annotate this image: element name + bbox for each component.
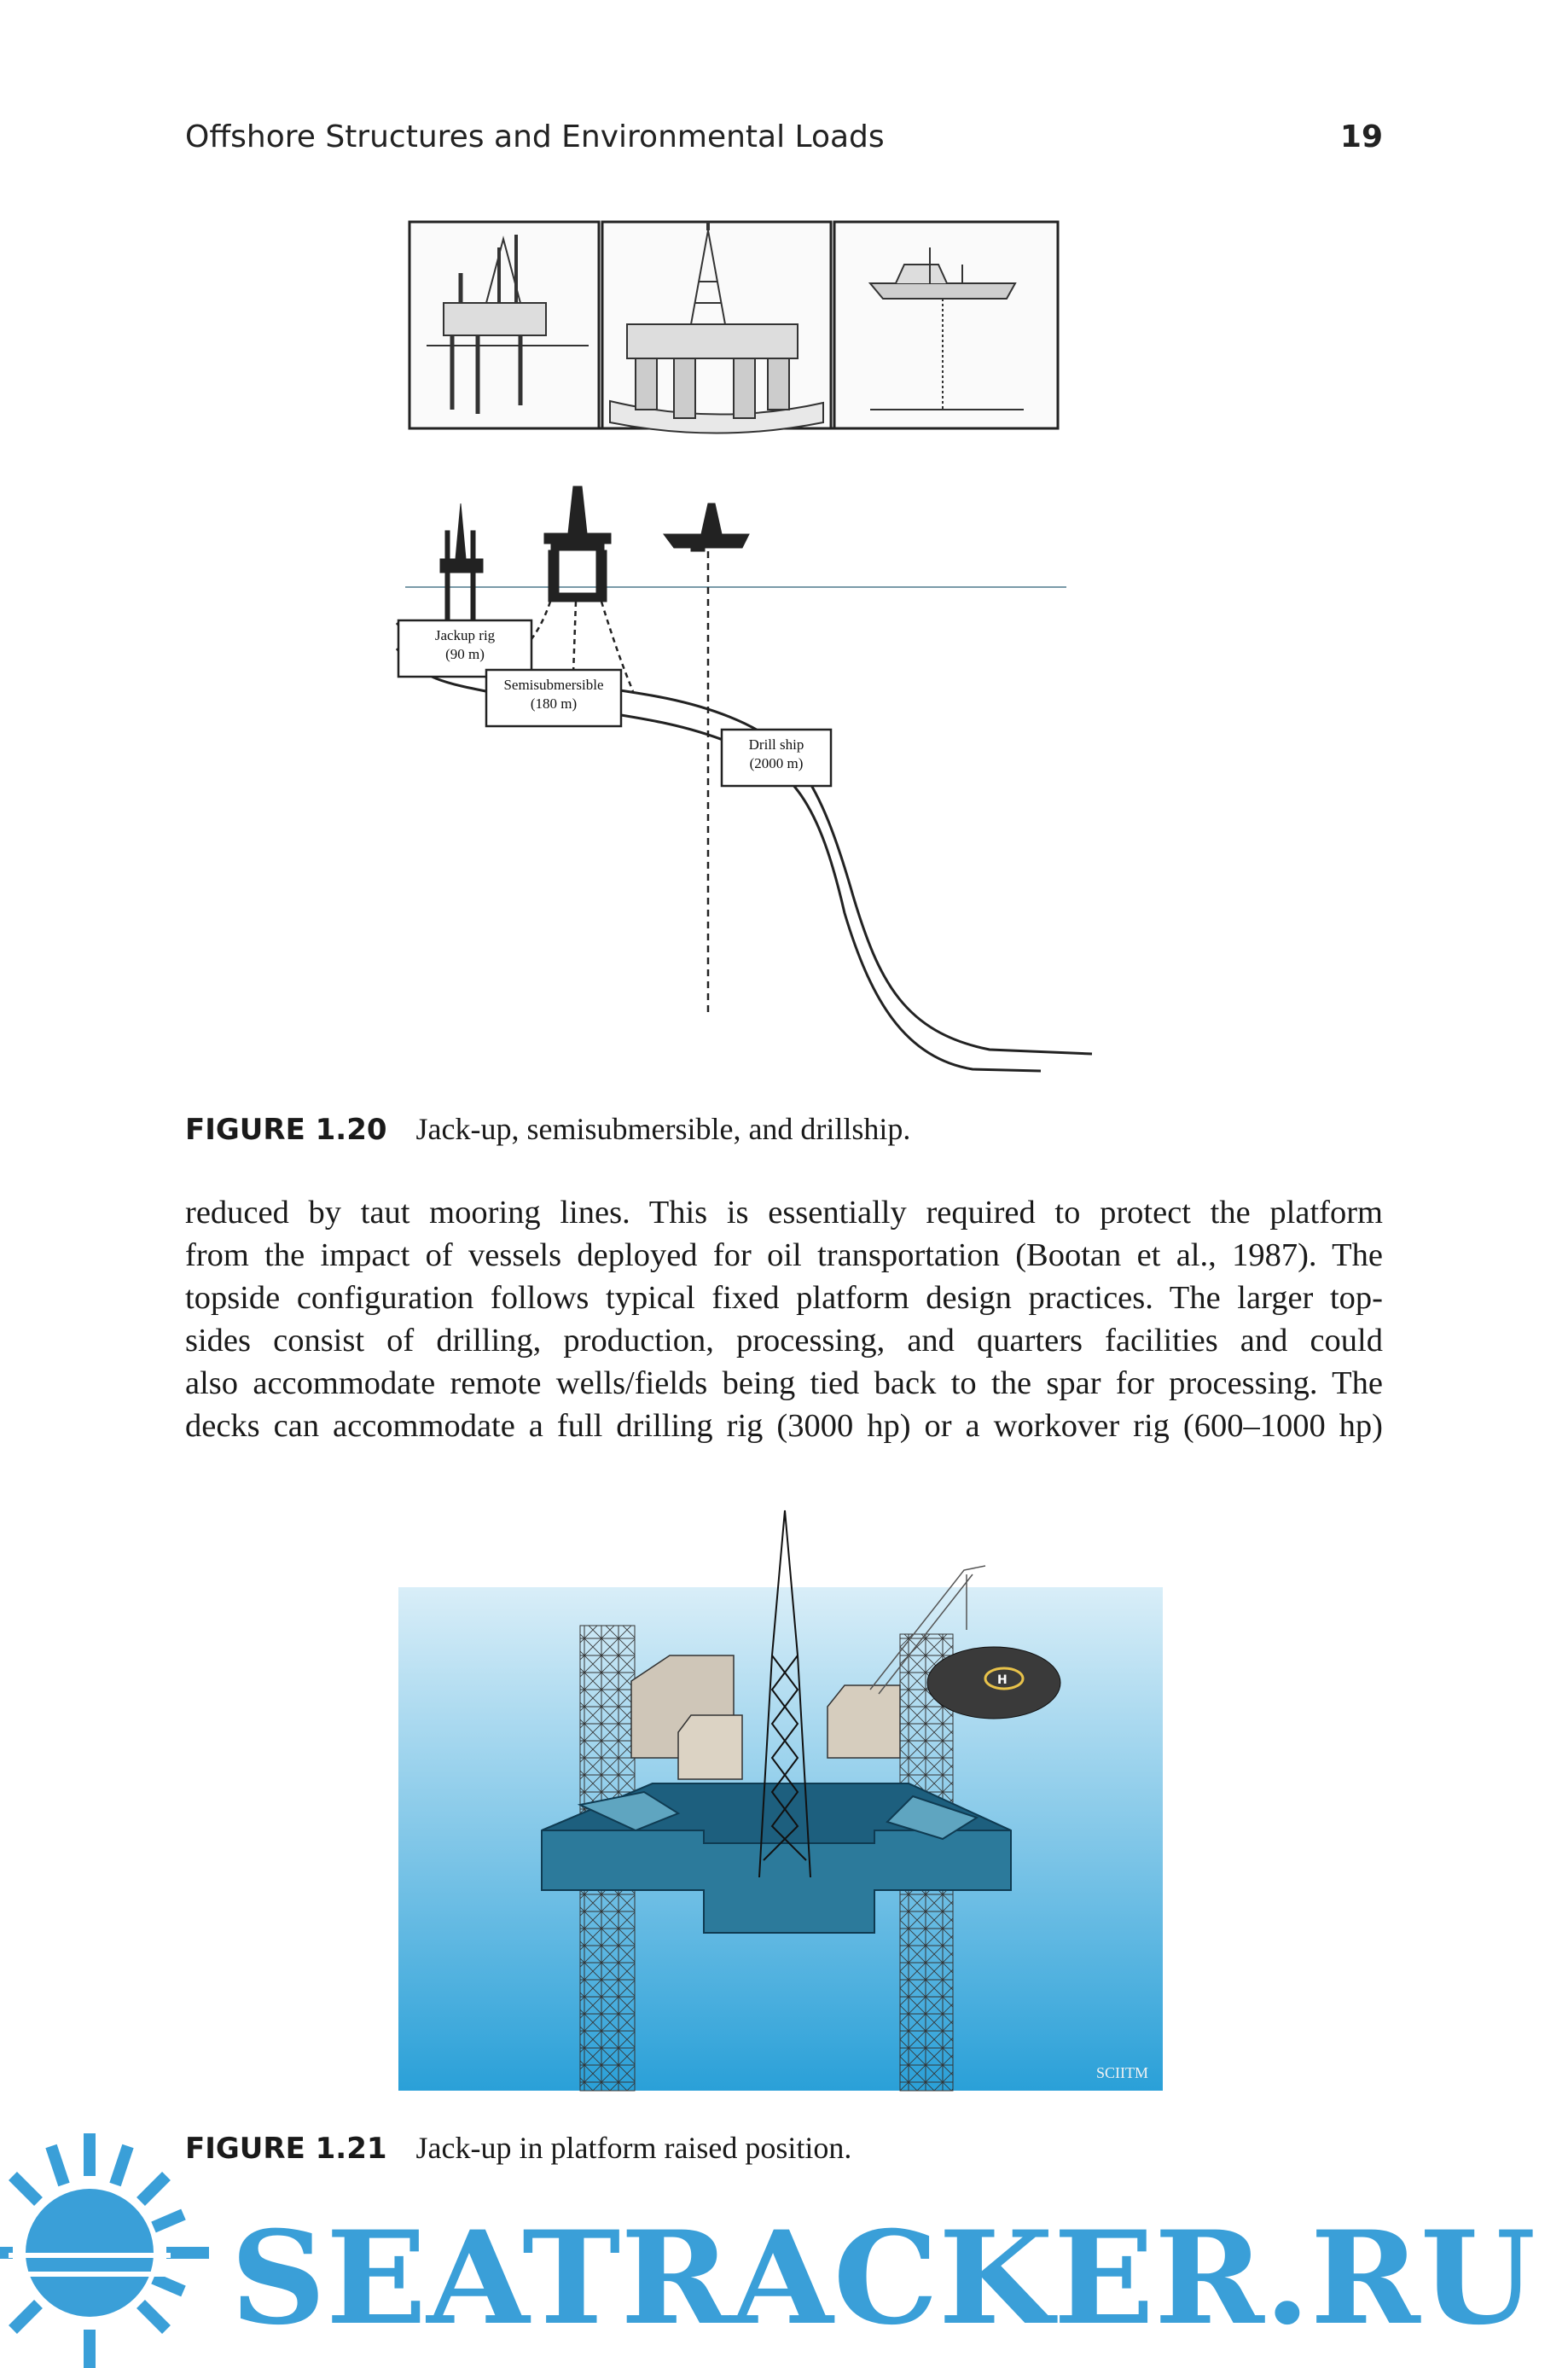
helipad — [927, 1647, 1060, 1719]
body-line: from the impact of vessels deployed for oil transportation (Bootan et al., 1987). The — [185, 1237, 1383, 1273]
drill-label-1: Drill ship — [748, 736, 804, 753]
figure-1-20 — [392, 213, 1177, 1092]
figure-1-21 — [397, 1502, 1164, 2099]
body-line: sides consist of drilling, production, processing, and quarters facilities and could — [185, 1323, 1383, 1359]
watermark — [0, 2125, 1568, 2368]
semi-label-1: Semisubmersible — [503, 677, 604, 693]
figure-1-20-label: FIGURE 1.20 — [185, 1113, 387, 1147]
watermark-text: SEATRACKER.RU — [230, 2203, 1536, 2353]
page-number: 19 — [1339, 119, 1383, 154]
running-head — [185, 119, 1383, 162]
figure-1-21-text: Jack-up in platform raised position. — [415, 2131, 852, 2165]
semi-label-2: (180 m) — [530, 695, 578, 712]
svg-text:H: H — [997, 1673, 1008, 1687]
sciitm-logo: SCIITM — [1096, 2064, 1149, 2081]
sun-logo-icon — [0, 2133, 209, 2368]
jackup-label-2: (90 m) — [445, 646, 485, 662]
figure-1-20-caption — [185, 1111, 910, 1147]
body-line: topside configuration follows typical fixed platform design practices. The larger top- — [185, 1280, 1383, 1316]
figure-1-20-text: Jack-up, semisubmersible, and drillship. — [415, 1112, 911, 1146]
body-line: reduced by taut mooring lines. This is essentially required to protect the platform — [185, 1195, 1383, 1231]
body-line: also accommodate remote wells/fields being tied back to the spar for processing. The — [185, 1365, 1383, 1401]
body-line: decks can accommodate a full drilling rig (3000 hp) or a workover rig (600–1000 hp) — [185, 1408, 1383, 1444]
drill-label-2: (2000 m) — [749, 755, 804, 771]
header-title: Offshore Structures and Environmental Loads — [185, 119, 885, 154]
jackup-label-1: Jackup rig — [434, 627, 496, 643]
body-paragraph — [185, 1191, 1383, 1447]
figure-1-21-label: FIGURE 1.21 — [185, 2132, 387, 2166]
